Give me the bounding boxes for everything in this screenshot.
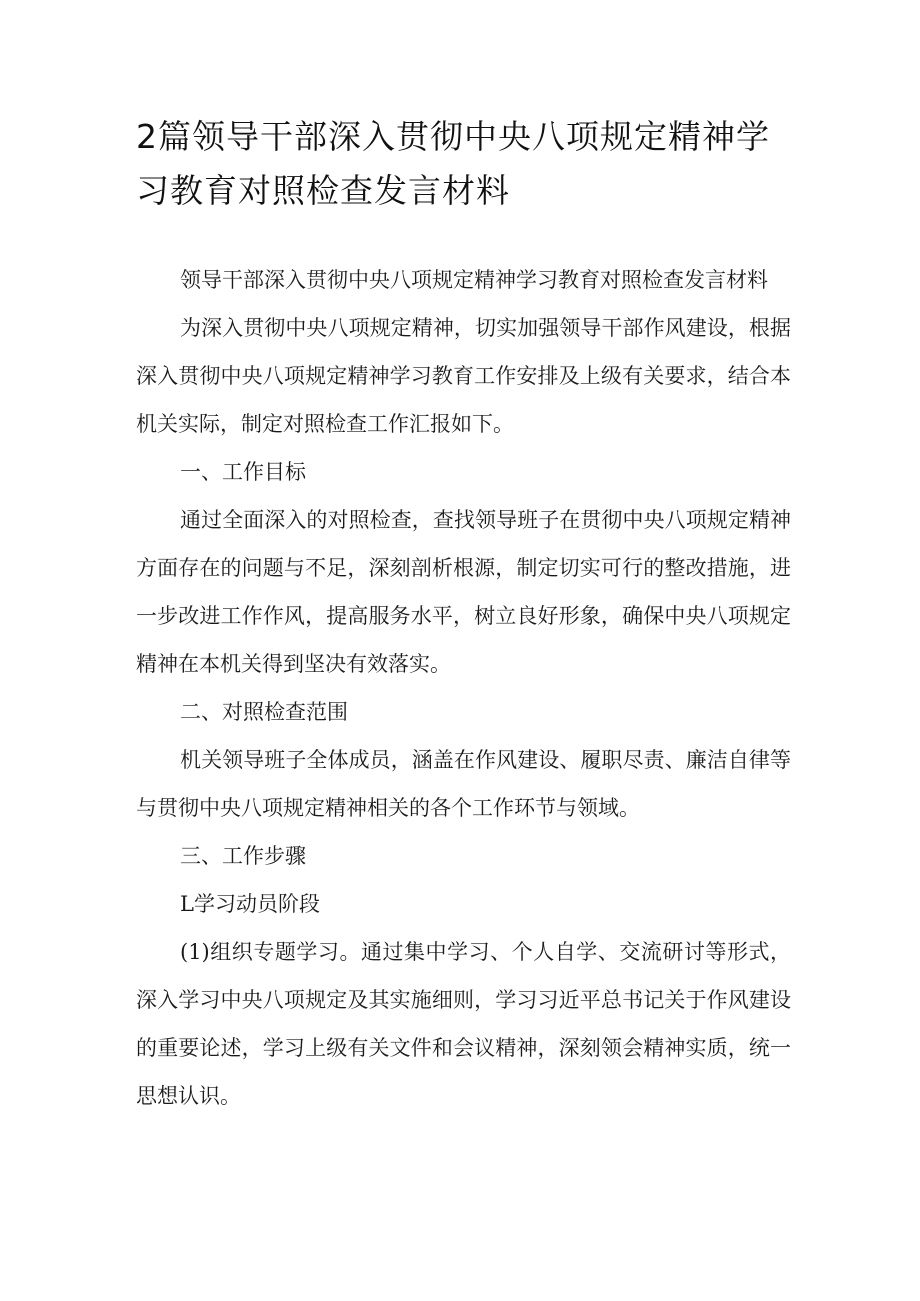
- intro-title-paragraph: 领导干部深入贯彻中央八项规定精神学习教育对照检查发言材料: [180, 268, 768, 292]
- document-title: 2篇领导干部深入贯彻中央八项规定精神学习教育对照检查发言材料: [136, 117, 770, 210]
- section-heading-scope: 二、对照检查范围: [180, 700, 348, 724]
- scope-paragraph: 机关领导班子全体成员，涵盖在作风建设、履职尽责、廉洁自律等与贯彻中央八项规定精神相关的各个工作环节与领域。: [136, 748, 791, 820]
- document-body: [136, 256, 791, 1120]
- subsection-heading-study: L学习动员阶段: [180, 892, 320, 916]
- section-heading-steps: 三、工作步骤: [180, 844, 306, 868]
- intro-paragraph: 为深入贯彻中央八项规定精神，切实加强领导干部作风建设，根据深入贯彻中央八项规定精神学习教育工作安排及上级有关要求，结合本机关实际，制定对照检查工作汇报如下。: [136, 316, 791, 436]
- goals-paragraph: 通过全面深入的对照检查，查找领导班子在贯彻中央八项规定精神方面存在的问题与不足，深刻剖析根源，制定切实可行的整改措施，进一步改进工作作风，提高服务水平，树立良好形象，确保中央八项规定精神在本机关得到坚决有效落实。: [136, 508, 791, 676]
- section-heading-goals: 一、工作目标: [180, 460, 306, 484]
- study-paragraph: (1)组织专题学习。通过集中学习、个人自学、交流研讨等形式，深入学习中央八项规定及其实施细则，学习习近平总书记关于作风建设的重要论述，学习上级有关文件和会议精神，深刻领会精神实质，统一思想认识。: [136, 940, 791, 1108]
